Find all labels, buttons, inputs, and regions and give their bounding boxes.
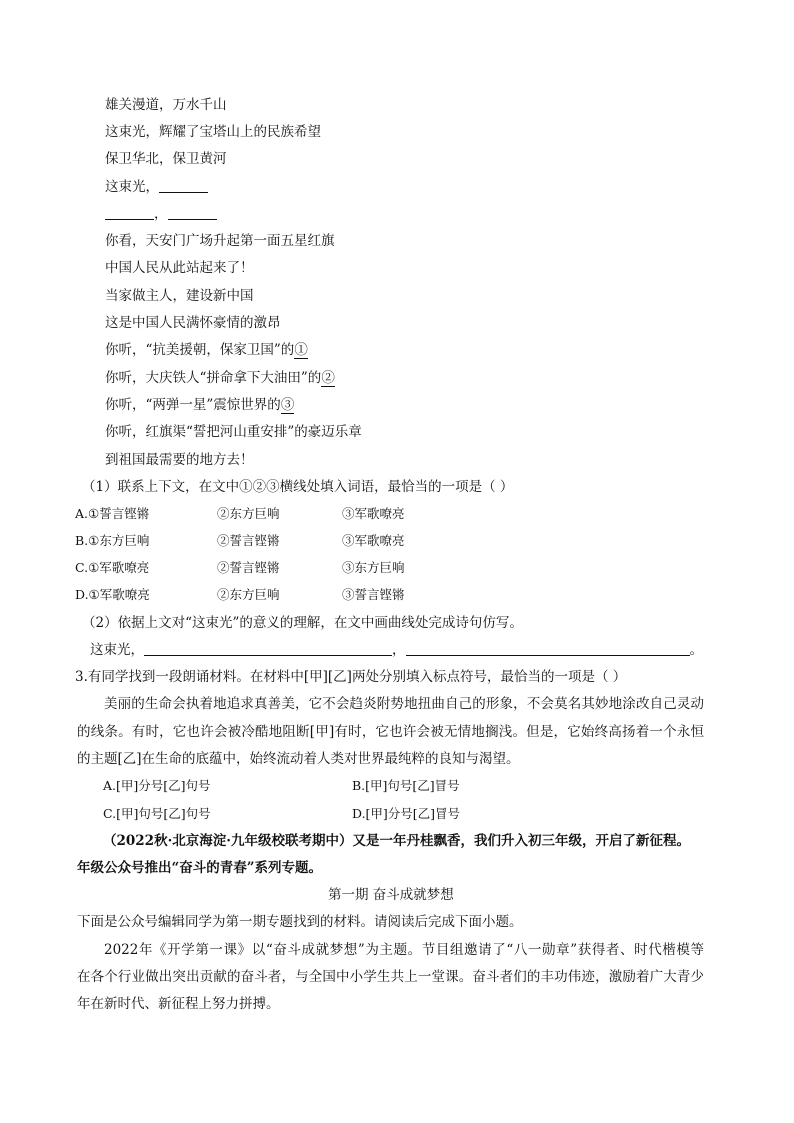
poem-line (105, 369, 335, 387)
fill-blank[interactable] (168, 205, 217, 220)
q3-option-a: A.[甲]分号[乙]句号 (103, 778, 211, 793)
question-3-stem: 3.有同学找到一段朗诵材料。在材料中[甲][乙]两处分别填入标点符号，最恰当的一项是（ ） (75, 669, 627, 685)
fill-blank[interactable] (159, 178, 208, 193)
q2-answer-prefix: 这束光， (90, 642, 144, 658)
poem-line: 这束光，辉耀了宝塔山上的民族希望 (105, 124, 321, 140)
q2-answer-line (90, 641, 703, 659)
poem-line: 当家做主人，建设新中国 (105, 288, 254, 304)
q1-option-d-2: ②东方巨响 (217, 587, 280, 602)
section-intro-line: （2022秋·北京海淀·九年级校联考期中）又是一年丹桂飘香，我们升入初三年级，开启了新征程。 (103, 833, 690, 849)
material-paragraph-line: 2022年《开学第一课》以“奋斗成就梦想”为主题。节目组邀请了“八一勋章”获得者、时代楷模等 (104, 942, 704, 958)
q1-option-b-1: B.①东方巨响 (75, 533, 150, 548)
poem-line: 你听，红旗渠“誓把河山重安排”的豪迈乐章 (105, 424, 362, 440)
question-1-stem: （1）联系上下文，在文中①②③横线处填入词语，最恰当的一项是（ ） (82, 479, 514, 495)
poem-line-blank (105, 205, 217, 223)
poem-line-text: ， (154, 206, 168, 222)
q1-option-a-2: ②东方巨响 (217, 506, 280, 521)
poem-line (105, 341, 308, 359)
blank-marker: ② (321, 370, 335, 386)
q3-passage-line: 美丽的生命会执着地追求真善美，它不会趋炎附势地扭曲自己的形象，不会莫名其妙地涂改自己灵动 (104, 696, 704, 712)
poem-line (105, 396, 294, 414)
q1-option-c-3: ③东方巨响 (342, 560, 405, 575)
poem-line-text: 这束光， (105, 179, 159, 195)
poem-line-text: 你听，“两弹一星”震惊世界的 (105, 397, 281, 413)
material-paragraph-line: 年在新时代、新征程上努力拼搏。 (77, 996, 280, 1012)
poem-line: 这是中国人民满怀豪情的激昂 (105, 315, 281, 331)
poem-line: 到祖国最需要的地方去！ (105, 452, 254, 468)
q3-passage-line: 的主题[乙]在生命的底蕴中，始终流动着人类对世界最纯粹的良知与渴望。 (77, 751, 520, 767)
issue-title: 第一期 奋斗成就梦想 (328, 887, 454, 903)
poem-line: 你看，天安门广场升起第一面五星红旗 (105, 233, 335, 249)
q2-answer-end: 。 (689, 642, 703, 658)
answer-blank[interactable] (144, 641, 392, 656)
q1-option-a-1: A.①誓言铿锵 (75, 506, 150, 521)
q3-passage-line: 的线条。有时，它也许会被冷酷地阻断[甲]有时，它也许会被无情地搁浅。但是，它始终高扬着一个永恒 (77, 724, 704, 740)
q3-option-b: B.[甲]句号[乙]冒号 (352, 778, 460, 793)
poem-line: 雄关漫道，万水千山 (105, 97, 227, 113)
blank-marker: ③ (280, 397, 295, 413)
q1-option-a-3: ③军歌嘹亮 (342, 506, 405, 521)
poem-line-text: 你听，大庆铁人“拼命拿下大油田”的 (105, 370, 322, 386)
q1-option-c-1: C.①军歌嘹亮 (75, 560, 150, 575)
answer-blank[interactable] (406, 641, 690, 656)
q2-answer-comma: ， (392, 642, 406, 658)
question-2-stem: （2）依据上文对“这束光”的意义的理解，在文中画曲线处完成诗句仿写。 (82, 615, 523, 631)
q1-option-b-2: ②誓言铿锵 (217, 533, 280, 548)
q3-option-d: D.[甲]分号[乙]冒号 (352, 806, 461, 821)
fill-blank[interactable] (105, 205, 154, 220)
q3-option-c: C.[甲]句号[乙]句号 (103, 806, 211, 821)
blank-marker: ① (294, 342, 308, 358)
q1-option-d-1: D.①军歌嘹亮 (75, 587, 150, 602)
poem-line-text: 你听，“抗美援朝，保家卫国”的 (105, 342, 295, 358)
issue-lead: 下面是公众号编辑同学为第一期专题找到的材料。请阅读后完成下面小题。 (77, 914, 523, 930)
poem-line: 中国人民从此站起来了！ (105, 260, 254, 276)
poem-line: 保卫华北，保卫黄河 (105, 151, 227, 167)
q1-option-d-3: ③誓言铿锵 (342, 587, 405, 602)
section-intro-line: 年级公众号推出“奋斗的青春”系列专题。 (77, 860, 323, 876)
poem-line-blank (105, 178, 208, 196)
q1-option-c-2: ②誓言铿锵 (217, 560, 280, 575)
material-paragraph-line: 在各个行业做出突出贡献的奋斗者，与全国中小学生共上一堂课。奋斗者们的丰功伟迹，激励着广大青少 (77, 969, 704, 985)
q1-option-b-3: ③军歌嘹亮 (342, 533, 405, 548)
